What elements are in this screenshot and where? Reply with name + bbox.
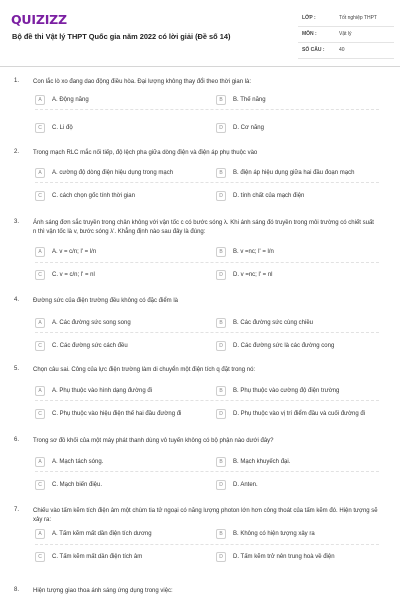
option-letter-box: A [35,529,45,539]
option-divider [35,332,379,333]
option-text: D. Phụ thuộc vào vị trí điểm đầu và cuối đường đi [233,410,366,417]
option-letter-box: B [216,386,226,396]
option-letter-box: D [216,270,226,280]
question-text: Chọn câu sai. Công của lực điện trường làm di chuyển một điện tích q đặt trong nó: [33,367,256,373]
meta-label: MÔN : [302,31,317,37]
option-text: D. Các đường sức là các đường cong [233,342,335,349]
meta-value: 40 [339,47,345,53]
question-number: 5. [14,366,20,372]
meta-value: Tốt nghiệp THPT [339,15,377,21]
option-letter-box: C [35,123,45,133]
option-text: C. Tấm kẽm mất dần điện tích âm [52,553,143,560]
question-number: 6. [14,437,20,443]
option-letter-box: D [216,123,226,133]
meta-label: SỐ CÂU : [302,47,325,53]
option-text: A. Các đường sức song song [52,319,131,326]
option-letter-box: C [35,409,45,419]
option-letter-box: C [35,552,45,562]
option-text: A. cường độ dòng điện hiệu dụng trong mạch [52,169,174,176]
option-text: C. Các đường sức cách đều [52,342,128,349]
meta-value: Vật lý [339,31,352,37]
question-number: 7. [14,507,20,513]
question-text: Chiếu vào tấm kẽm tích điện âm một chùm tia tử ngoại có năng lượng photon lớn hơn công thoát của tấm kẽm đó. Hiện tượng sẽ xảy ra: [33,508,378,523]
question-number: 3. [14,219,20,225]
option-text: C. Mạch biến điệu. [52,481,103,488]
question-text: Con lắc lò xo đang dao động điều hòa. Đại lượng không thay đổi theo thời gian là: [33,79,252,85]
option-text: B. Thế năng [233,96,266,103]
question-text: Trong mạch RLC mắc nối tiếp, độ lệch pha giữa dòng điện và điện áp phụ thuộc vào [33,150,258,156]
option-divider [35,109,379,110]
option-text: C. Phụ thuộc vào hiệu điện thế hai đầu đường đi [52,410,182,417]
worksheet-header [0,0,400,67]
option-text: C. cách chọn gốc tính thời gian [52,192,135,199]
option-letter-box: B [216,529,226,539]
option-letter-box: B [216,247,226,257]
option-text: B. Mạch khuyếch đại. [233,458,291,465]
option-text: C. Li độ [52,124,73,131]
option-divider [35,400,379,401]
option-letter-box: C [35,480,45,490]
worksheet-meta-table [298,11,394,59]
option-text: B. Không có hiện tượng xảy ra [233,530,315,537]
question-number: 1. [14,78,20,84]
meta-row-subject [298,27,394,43]
meta-row-class [298,11,394,27]
option-letter-box: B [216,457,226,467]
option-letter-box: B [216,168,226,178]
option-text: D. Cơ năng [233,124,264,131]
option-letter-box: C [35,191,45,201]
option-letter-box: D [216,341,226,351]
option-letter-box: D [216,409,226,419]
option-text: B. điện áp hiệu dụng giữa hai đầu đoạn mạch [233,169,355,176]
option-divider [35,262,379,263]
meta-row-question-count [298,43,394,59]
option-letter-box: C [35,270,45,280]
meta-label: LỚP : [302,15,316,21]
option-letter-box: D [216,191,226,201]
option-letter-box: A [35,247,45,257]
question-text: Trong sơ đồ khối của một máy phát thanh dùng vô tuyến không có bộ phận nào dưới đây? [33,438,274,444]
option-text: A. Phụ thuộc vào hình dạng đường đi [52,387,153,394]
question-text: Hiện tượng giao thoa ánh sáng ứng dụng trong việc: [33,588,173,594]
option-letter-box: C [35,341,45,351]
option-letter-box: A [35,95,45,105]
option-text: D. Anten. [233,481,258,488]
option-text: B. Phụ thuộc vào cường độ điện trường [233,387,340,394]
option-text: A. Động năng [52,96,89,103]
worksheet-title: Bộ đề thi Vật lý THPT Quốc gia năm 2022 có lời giải (Đề số 14) [12,32,231,41]
option-divider [35,544,379,545]
option-text: D. Tấm kẽm trở nên trung hoà về điện [233,553,335,560]
question-text: Ánh sáng đơn sắc truyền trong chân không với vận tốc c có bước sóng λ. Khi ánh sáng đó truyền trong môi trường có chiết suất n thì vận tốc là v, bước sóng λ'. Khẳng định nào sau đây là đúng: [33,220,374,235]
question-number: 2. [14,149,20,155]
option-letter-box: A [35,457,45,467]
option-letter-box: D [216,552,226,562]
question-text: Đường sức của điện trường đều không có đặc điểm là [33,298,178,304]
option-letter-box: A [35,386,45,396]
option-divider [35,182,379,183]
option-letter-box: A [35,168,45,178]
option-text: A. Tấm kẽm mất dần điện tích dương [52,530,152,537]
option-letter-box: B [216,318,226,328]
option-text: A. Mạch tách sóng. [52,458,104,465]
question-number: 4. [14,297,20,303]
option-letter-box: B [216,95,226,105]
option-text: A. v = c/n; l' = l/n [52,248,97,255]
option-divider [35,471,379,472]
option-letter-box: D [216,480,226,490]
option-text: D. tính chất của mạch điện [233,192,305,199]
option-text: B. v =nc; l' = l/n [233,248,274,255]
option-text: D. v =nc; l' = nl [233,271,273,278]
option-text: C. v = c/n; l' = nl [52,271,95,278]
quizizz-logo: QUIZIZZ [11,12,67,27]
question-number: 8. [14,587,20,593]
option-text: B. Các đường sức cùng chiều [233,319,314,326]
option-letter-box: A [35,318,45,328]
